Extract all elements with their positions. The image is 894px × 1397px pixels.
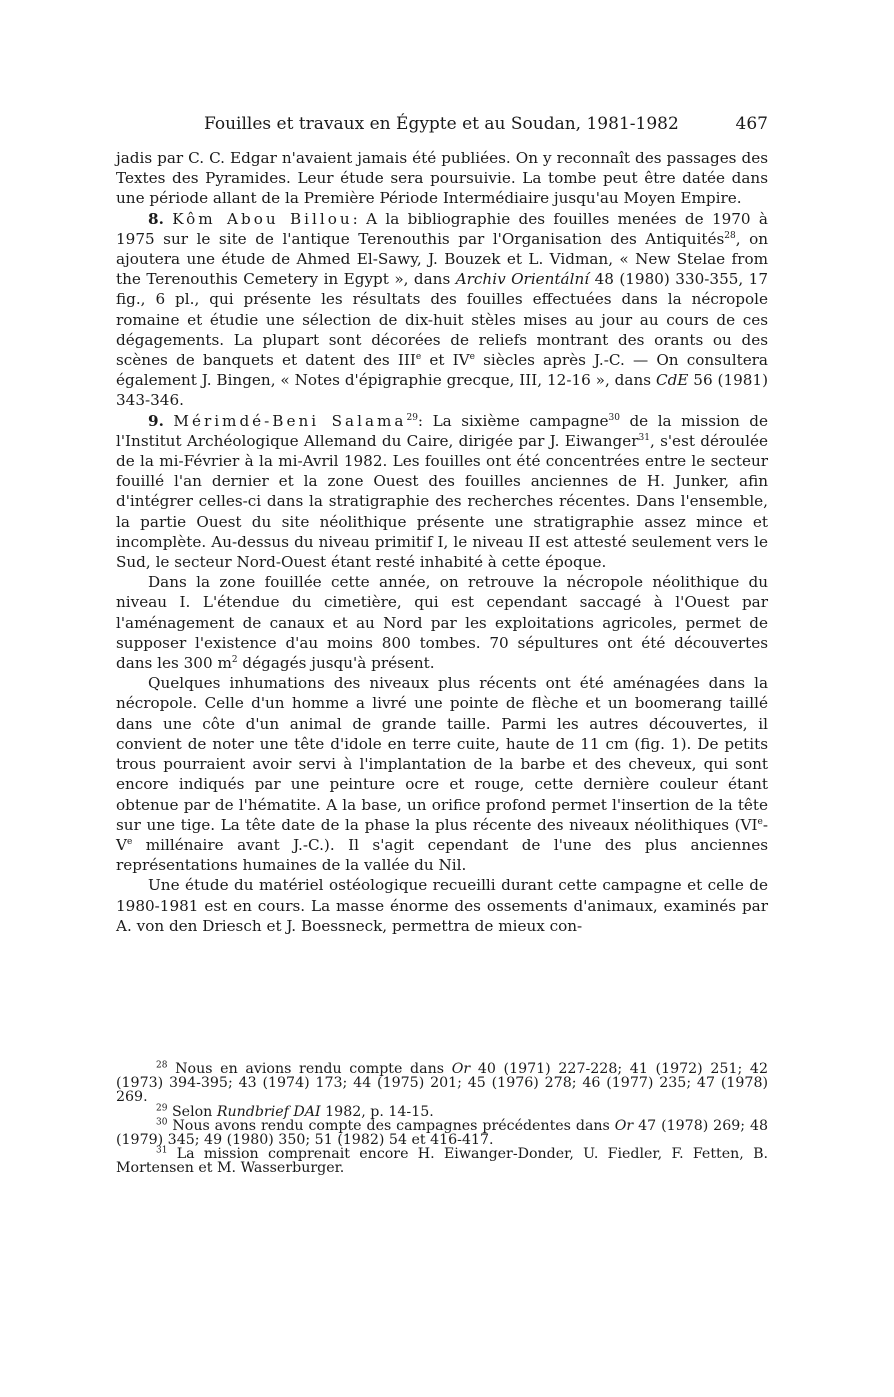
page-number: 467 <box>735 114 768 134</box>
footnote-number: 31 <box>156 1145 168 1156</box>
paragraph-text: dégagés jusqu'à présent. <box>237 654 435 673</box>
paragraph-continuation <box>116 148 768 209</box>
footnote-number: 30 <box>156 1117 168 1128</box>
paragraph-text: millénaire avant J.-C.). Il s'agit cependant de l'une des plus anciennes représentations humaines de la vallée du Nil. <box>116 835 768 875</box>
paragraph-text: siècles après J.-C. — On consultera également J. Bingen, « Notes d'épigraphie grecque, III, 12-16 », dans <box>116 351 768 390</box>
paragraph-text: -V <box>116 815 768 854</box>
running-header <box>116 114 768 138</box>
site-name: Kôm Abou Billou <box>172 209 353 228</box>
footnote-ref: 30 <box>608 412 620 423</box>
paragraph-text: , on ajoutera une étude de Ahmed El-Sawy, J. Bouzek et L. Vidman, « New Stelae from the Terenouthis Cemetery in Egypt », dans <box>116 229 768 289</box>
paragraph-text: et IV <box>421 351 470 370</box>
paragraph-text: : La sixième campagne <box>417 411 609 430</box>
paragraph-necropole <box>116 572 768 673</box>
paragraph-text: , s'est déroulée de la mi-Février à la mi-Avril 1982. Les fouilles ont été concentrées entre le secteur fouillé l'an dernier et la zone Ouest des fouilles anciennes de H. Junker, afin d'intégrer celles-ci dans la stratigraphie des recherches récentes. Dans l'ensemble, la partie Ouest du site néolithique présente une stratigraphie assez mince et incomplète. Au-dessus du niveau primitif I, le niveau II est attesté seulement vers le Sud, le secteur Nord-Ouest étant resté inhabité à cette époque. <box>116 431 768 572</box>
paragraph-text: de la mission de l'Institut Archéologique Allemand du Caire, dirigée par J. Eiwanger <box>116 411 769 450</box>
footnote-text: La mission comprenait encore H. Eiwanger-Donder, U. Fiedler, F. Fetten, B. Mortensen et M. Wasserburger. <box>116 1146 768 1177</box>
site-name: Mérimdé-Beni Salama <box>173 411 407 430</box>
running-title: Fouilles et travaux en Égypte et au Soudan, 1981-1982 <box>204 114 679 134</box>
journal-title: Archiv Orientální <box>455 270 590 289</box>
footnote-28 <box>116 1062 768 1105</box>
superscript: e <box>415 351 422 362</box>
footnote-30 <box>116 1119 768 1147</box>
footnote-text: 1982, p. 14-15. <box>325 1103 434 1120</box>
paragraph-text: Dans la zone fouillée cette année, on retrouve la nécropole néolithique du niveau I. L'étendue du cimetière, qui est cependant saccagé à l'Ouest par l'aménagement de canaux et au Nord par les exploitations agricoles, permet de supposer l'existence d'au moins 800 tombes. 70 sépultures ont été découvertes dans les 300 m <box>116 573 768 673</box>
footnote-ref: 29 <box>406 412 418 423</box>
paragraph-text: Quelques inhumations des niveaux plus récents ont été aménagées dans la nécropole. Celle d'un homme a livré une pointe de flèche et un boomerang taillé dans une côte d'un animal de grande taille. Parmi les autres découvertes, il convient de noter une tête d'idole en terre cuite, haute de 11 cm (fig. 1). De petits trous pourraient avoir servi à l'implantation de la barbe et des cheveux, qui sont encore indiqués par une peinture ocre et rouge, cette dernière couleur étant obtenue par de l'hématite. A la base, un orifice profond permet l'insertion de la tête sur une tige. La tête date de la phase la plus récente des niveaux néolithiques (VI <box>116 674 768 834</box>
footnote-number: 28 <box>156 1060 168 1071</box>
superscript: 2 <box>231 655 238 666</box>
paragraph-text: Une étude du matériel ostéologique recueilli durant cette campagne et celle de 1980-1981 est en cours. La masse énorme des ossements d'animaux, examinés par A. von den Driesch et J. Boessneck, permettra de mieux con- <box>116 876 768 935</box>
footnote-text: Selon <box>167 1103 213 1120</box>
paragraph-text: 56 (1981) 343-346. <box>116 371 769 410</box>
footnote-29 <box>116 1102 768 1120</box>
footnote-ref: 28 <box>724 230 736 241</box>
paragraph-text: jadis par C. C. Edgar n'avaient jamais été publiées. On y reconnaît des passages des Textes des Pyramides. Leur étude sera poursuivie. La tombe peut être datée dans une période allant de la Première Période Intermédiaire jusqu'au Moyen Empire. <box>116 149 768 208</box>
footnote-text: 40 (1971) 227-228; 41 (1972) 251; 42 (1973) 394-395; 43 (1974) 173; 44 (1975) 201; 45 (1976) 278; 46 (1977) 235; 47 (1978) 269. <box>116 1061 768 1106</box>
superscript: e <box>757 816 763 827</box>
footnotes <box>116 1062 768 1176</box>
paragraph-osteologique <box>116 875 768 936</box>
footnote-text: 47 (1978) 269; 48 (1979) 345; 49 (1980) 350; 51 (1982) 54 et 416-417. <box>116 1117 768 1149</box>
footnote-text: Nous avons rendu compte des campagnes précédentes dans <box>167 1117 610 1134</box>
paragraph-text: : A la bibliographie des fouilles menées de 1970 à 1975 sur le site de l'antique Terenouthis par l'Organisation des Antiquités <box>116 209 768 248</box>
footnote-ref: 31 <box>638 432 650 443</box>
paragraph-inhumations <box>116 673 768 875</box>
journal-abbrev: Or <box>614 1117 634 1134</box>
paragraph-kom-abou-billou <box>116 209 768 411</box>
journal-title: Rundbrief DAI <box>216 1103 321 1120</box>
paragraph-merimde <box>116 411 768 573</box>
footnote-31 <box>116 1147 768 1175</box>
journal-title: CdE <box>655 371 689 390</box>
superscript: e <box>126 836 133 847</box>
paragraph-text: 48 (1980) 330-355, 17 fig., 6 pl., qui présente les résultats des fouilles effectuées dans la nécropole romaine et étudie une sélection de dix-huit stèles mises au jour au cours de ces dégagements. La plupart sont décorées de reliefs montrant des orants ou des scènes de banquets et datent des III <box>116 270 768 370</box>
section-number: 8. <box>148 209 164 228</box>
journal-abbrev: Or <box>451 1061 471 1077</box>
footnote-number: 29 <box>156 1102 168 1113</box>
main-text <box>116 148 768 936</box>
superscript: e <box>469 351 475 362</box>
section-number: 9. <box>148 411 164 430</box>
footnote-text: Nous en avions rendu compte dans <box>167 1061 445 1077</box>
